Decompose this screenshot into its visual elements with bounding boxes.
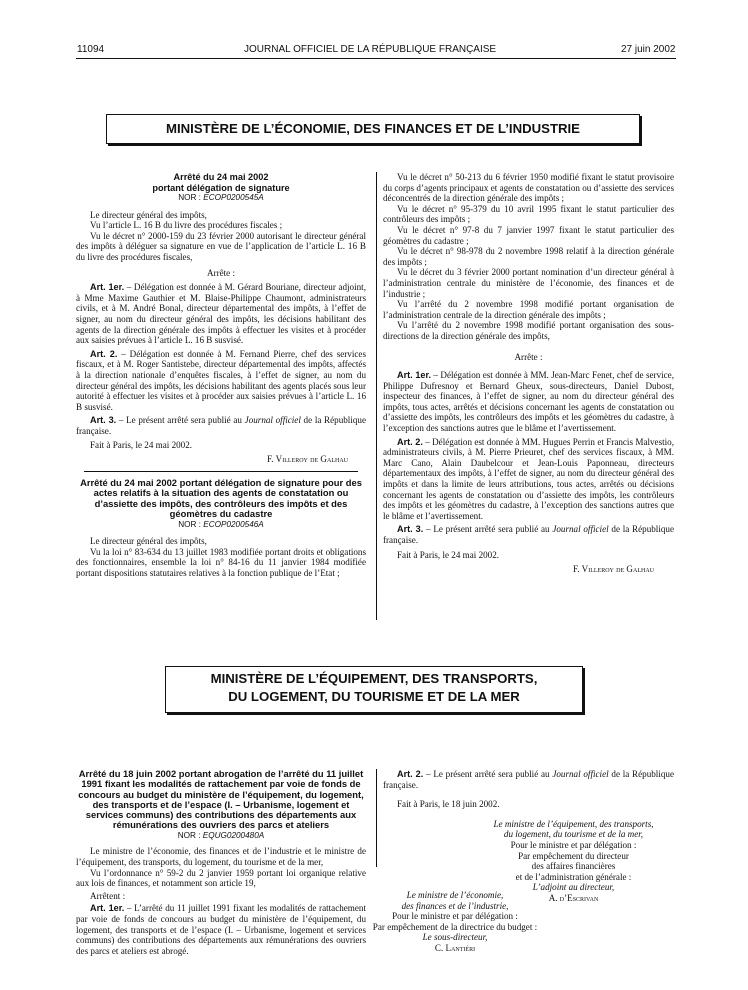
arrete2-arrete: Arrête :: [514, 351, 543, 362]
arrete2-para: Vu le décret n° 97-8 du 7 janvier 1997 fixant le statut particulier des géomètres du cadastre ;: [383, 224, 674, 246]
column-divider: [376, 769, 377, 867]
right-column-bottom: [383, 769, 674, 904]
arrete2-para: Vu l’arrêté du 2 novembre 1998 modifié portant organisation de l’administration centrale de la direction générale des impôts ;: [383, 299, 674, 320]
ministry-equipement-title-line1: MINISTÈRE DE L’ÉQUIPEMENT, DES TRANSPORTS,: [210, 671, 538, 686]
arrete2-article-3: Art. 3. – Le présent arrêté sera publié au Journal officiel de la République française.: [383, 524, 674, 545]
page-number: 11094: [77, 44, 105, 55]
arrete1-arrete: Arrête :: [206, 267, 236, 278]
arrete1-article-3: Art. 3. – Le présent arrêté sera publié au Journal officiel de la République française.: [76, 415, 366, 436]
arrete3-para: Vu l’ordonnance n° 59-2 du 2 janvier 1959 portant loi organique relative aux lois de finances, et notamment son article 19,: [76, 867, 366, 889]
arrete1-article-1: Art. 1er. – Délégation est donnée à M. Gérard Bouriane, directeur adjoint, à Mme Maxime Gauthier et M. Blaise-Philippe Chaumont, administrateurs civils, et à M. André Bonal, directeur départemental des impôts, à l’effet de signer, au nom du directeur général des impôts, les décisions habilitant des agents de la direction générale des impôts à effectuer les visites et à procéder aux saisies prévues à l’article L. 16 B susvisé.: [76, 282, 366, 346]
arrete1-para: Le directeur général des impôts,: [90, 209, 207, 220]
arrete3-article-1: Art. 1er. – L’arrêté du 11 juillet 1991 fixant les modalités de rattachement par voie de fonds de concours au budget du ministère de l’équipement, du logement, des transports et de l’espace (I. – Urbanisme, logement et services communs) des contributions des départements aux rémunérations des ouvriers des parcs et ateliers est abrogé.: [76, 903, 366, 956]
arrete2-signature: F. Villeroy de Galhau: [572, 564, 654, 575]
arrete3-article-2: Art. 2. – Le présent arrêté sera publié au Journal officiel de la République française.: [383, 769, 674, 790]
signature-block-economie: Le ministre de l’économie, des finances et de l’industrie, Pour le ministre et par délégation : Par empêchement de la directrice du budget : Le sous-directeur, C. Lantiéri: [330, 890, 580, 954]
divider: [84, 471, 358, 472]
arrete2-nor: NOR : ECOP0200546A: [178, 519, 264, 529]
arrete2-para: Le directeur général des impôts,: [90, 536, 207, 547]
arrete1-nor: NOR : ECOP0200545A: [178, 193, 264, 202]
arrete2-para: Vu le décret n° 98-978 du 2 novembre 1998 relatif à la direction générale des impôts ;: [383, 246, 674, 267]
arrete1-signature: F. Villeroy de Galhau: [266, 454, 348, 465]
arrete2-title: Arrêté du 24 mai 2002 portant délégation de signature pour des actes relatifs à la situation des agents de constatation ou d’assiette des impôts, des contrôleurs des impôts et des géomètres du cadastre: [80, 476, 362, 520]
arrete3-nor: NOR : EQUG0200480A: [177, 830, 265, 840]
arrete1-para: Vu l’article L. 16 B du livre des procédures fiscales ;: [90, 220, 283, 231]
arrete3-fait: Fait à Paris, le 18 juin 2002.: [397, 799, 500, 810]
arrete2-para: Vu le décret n° 50-213 du 6 février 1950 modifié fixant le statut provisoire du corps d’agents principaux et agents de constatation ou d’assiette des services déconcentrés de la direction générale des impôts ;: [383, 172, 674, 204]
arrete1-article-2: Art. 2. – Délégation est donnée à M. Fernand Pierre, chef des services fiscaux, et à M. Roger Santistebe, directeur départemental des impôts, affectés à la direction nationale d’enquêtes fiscales, à l’effet de signer, au nom du directeur général des impôts, les décisions habilitant des agents placés sous leur autorité à effectuer les visites et à procéder aux saisies prévues à l’article L. 16 B susvisé.: [76, 348, 366, 412]
arrete2-article-1: Art. 1er. – Délégation est donnée à MM. Jean-Marc Fenet, chef de service, Philippe Dufresnoy et Bernard Gheux, sous-directeurs, Daniel Dubost, inspecteur des finances, à l’effet de signer, au nom du directeur général des impôts, tous actes, arrêtés et décisions concernant les agents de constatation ou d’assiette des impôts, les contrôleurs des impôts et les géomètres du cadastre, à l’exception des sanctions autres que le blâme et l’avertissement.: [383, 370, 674, 434]
arrete1-fait: Fait à Paris, le 24 mai 2002.: [90, 440, 193, 451]
arrete2-fait: Fait à Paris, le 24 mai 2002.: [397, 549, 500, 560]
arrete2-para: Vu le décret du 3 février 2000 portant nomination d’un directeur général à l’administration centrale du ministère de l’économie, des finances et de l’industrie ;: [383, 267, 674, 299]
arrete2-para: Vu la loi n° 83-634 du 13 juillet 1983 modifiée portant droits et obligations des fonctionnaires, ensemble la loi n° 84-16 du 11 janvier 1984 modifiée portant dispositions statutaires relatives à la fonction publique de l’Etat ;: [76, 546, 366, 579]
arrete3-para: Le ministre de l’économie, des finances et de l’industrie et le ministre de l’équipement, des transports, du logement, du tourisme et de la mer,: [76, 846, 366, 867]
ministry-equipement-banner: [165, 666, 583, 713]
arrete3-title: Arrêté du 18 juin 2002 portant abrogation de l’arrêté du 11 juillet 1991 fixant les modalités de rattachement par voie de fonds de concours au budget du ministère de l’équipement, du logement, des transports et de l’espace (I. – Urbanisme, logement et services communs) des contributions des départements aux rémunérations des ouvriers des parcs et ateliers: [78, 768, 364, 831]
ministry-equipement-title-line2: DU LOGEMENT, DU TOURISME ET DE LA MER: [228, 689, 520, 704]
arrete3-arretent: Arrêtent :: [90, 890, 126, 901]
issue-date: 27 juin 2002: [621, 44, 676, 55]
ministry-economie-title: MINISTÈRE DE L’ÉCONOMIE, DES FINANCES ET DE L’INDUSTRIE: [166, 121, 580, 136]
journal-title: JOURNAL OFFICIEL DE LA RÉPUBLIQUE FRANÇAISE: [244, 44, 497, 55]
right-column-top: [383, 172, 674, 575]
column-divider: [376, 172, 377, 620]
arrete1-title-line1: Arrêté du 24 mai 2002: [173, 172, 269, 182]
ministry-economie-banner: [106, 114, 640, 144]
signatory-lantieri: C. Lantiéri: [434, 942, 476, 953]
arrete2-para: Vu l’arrêté du 2 novembre 1998 modifié portant organisation des sous-directions de la direction générale des impôts,: [383, 320, 674, 341]
arrete2-para: Vu le décret n° 95-379 du 10 avril 1995 fixant le statut particulier des contrôleurs des impôts ;: [383, 203, 674, 225]
left-column-bottom: [76, 769, 366, 956]
signatory-escrivan: A. d’Escrivan: [548, 892, 599, 903]
arrete1-title-line2: portant délégation de signature: [152, 182, 290, 193]
left-column-top: [76, 172, 366, 579]
signature-block-equipement: Le ministre de l’équipement, des transports, du logement, du tourisme et de la mer, Pour le ministre et par délégation : Par empêchement du directeur des affaires financières et de l’administration générale : L’adjoint au directeur, A. d’Escrivan: [383, 819, 674, 904]
header-rule: [76, 58, 676, 59]
arrete2-article-2: Art. 2. – Délégation est donnée à MM. Hugues Perrin et Francis Malvestio, administrateurs civils, à M. Pierre Prieuret, chef des services fiscaux, à MM. Marc Cano, Alain Daubelcour et Jean-Louis Paponneau, directeurs départementaux des impôts, à l’effet de signer, au nom du directeur général des impôts et dans la limite de leurs attributions, tous actes, arrêtés ou décisions concernant les agents de constatation ou d’assiette des impôts, les contrôleurs des impôts et les géomètres du cadastre, à l’exception des sanctions autres que le blâme et l’avertissement.: [383, 436, 674, 521]
arrete1-para: Vu le décret n° 2000-159 du 23 février 2000 autorisant le directeur général des impôts à déléguer sa signature en vue de l’application de l’article L. 16 B du livre des procédures fiscales,: [76, 230, 366, 262]
